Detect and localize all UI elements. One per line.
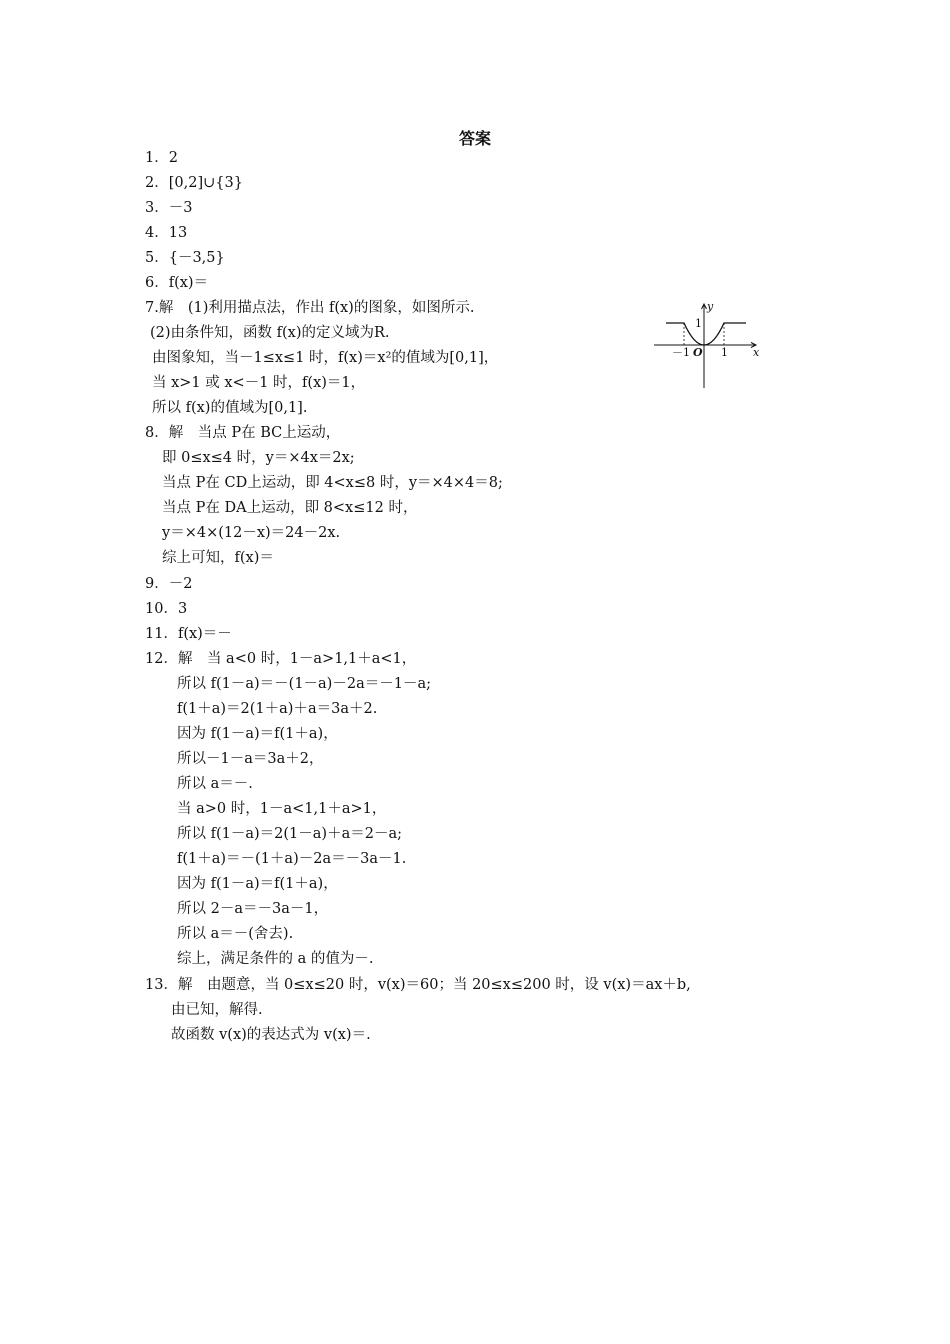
x-axis-label: x — [753, 346, 760, 359]
answer-8-line-1: 8．解 当点 P在 BC上运动， — [145, 425, 341, 441]
answer-12-line-13: 综上，满足条件的 a 的值为－. — [177, 951, 374, 967]
answer-11: 11．f(x)＝－ — [145, 626, 232, 642]
answer-13-line-2: 由已知，解得. — [171, 1002, 263, 1018]
answer-6: 6．f(x)＝ — [145, 275, 209, 291]
function-graph — [650, 300, 762, 390]
answer-12-line-1: 12．解 当 a<0 时，1－a>1,1＋a<1， — [145, 651, 417, 667]
answer-12-line-9: f(1＋a)＝－(1＋a)－2a＝－3a－1. — [177, 851, 407, 867]
answer-7-line-3: 由图象知，当－1≤x≤1 时，f(x)＝x²的值域为[0,1]， — [152, 350, 499, 366]
answer-12-line-10: 因为 f(1－a)＝f(1＋a)， — [177, 876, 338, 892]
answer-13-line-1: 13．解 由题意，当 0≤x≤20 时，v(x)＝60；当 20≤x≤200 时，设 v(x)＝ax＋b, — [145, 977, 691, 993]
answer-12-line-7: 当 a>0 时，1－a<1,1＋a>1， — [177, 801, 387, 817]
answer-12-line-6: 所以 a＝－. — [177, 776, 253, 792]
answer-12-line-3: f(1＋a)＝2(1＋a)＋a＝3a＋2. — [177, 701, 378, 717]
answer-5: 5．{－3,5} — [145, 250, 225, 266]
answer-12-line-8: 所以 f(1－a)＝2(1－a)＋a＝2－a; — [177, 826, 402, 842]
answer-8-line-6: 综上可知，f(x)＝ — [162, 550, 274, 566]
answer-7-line-5: 所以 f(x)的值域为[0,1]. — [152, 400, 308, 416]
answer-7-line-2: (2)由条件知，函数 f(x)的定义域为R. — [150, 325, 390, 341]
answer-8-line-4: 当点 P在 DA上运动，即 8<x≤12 时， — [162, 500, 418, 516]
function-curve — [666, 323, 746, 345]
answer-12-line-5: 所以－1－a＝3a＋2， — [177, 751, 324, 767]
x-tick-1: 1 — [721, 346, 728, 359]
answer-10: 10．3 — [145, 601, 188, 617]
answer-12-line-12: 所以 a＝－(舍去). — [177, 926, 294, 942]
answer-1: 1．2 — [145, 150, 178, 166]
answer-3: 3．－3 — [145, 200, 193, 216]
answer-8-line-5: y＝×4×(12－x)＝24－2x. — [162, 525, 341, 541]
origin-label: O — [693, 346, 703, 359]
answer-7-line-4: 当 x>1 或 x<－1 时，f(x)＝1， — [152, 375, 366, 391]
answer-7-line-1: 7.解 (1)利用描点法，作出 f(x)的图象，如图所示. — [145, 300, 475, 316]
answer-8-line-2: 即 0≤x≤4 时，y＝×4x＝2x; — [162, 450, 355, 466]
answer-9: 9．－2 — [145, 576, 193, 592]
answer-13-line-3: 故函数 v(x)的表达式为 v(x)＝. — [171, 1027, 371, 1043]
answer-4: 4．13 — [145, 225, 188, 241]
y-axis-label: y — [707, 300, 714, 313]
answer-12-line-2: 所以 f(1－a)＝－(1－a)－2a＝－1－a; — [177, 676, 431, 692]
answer-12-line-4: 因为 f(1－a)＝f(1＋a)， — [177, 726, 338, 742]
y-tick-1: 1 — [695, 317, 702, 330]
answer-12-line-11: 所以 2－a＝－3a－1， — [177, 901, 329, 917]
x-tick-neg-1: －1 — [672, 346, 690, 359]
page-title: 答案 — [458, 129, 491, 148]
answer-2: 2．[0,2]∪{3} — [145, 175, 243, 191]
answer-8-line-3: 当点 P在 CD上运动，即 4<x≤8 时，y＝×4×4＝8; — [162, 475, 503, 491]
